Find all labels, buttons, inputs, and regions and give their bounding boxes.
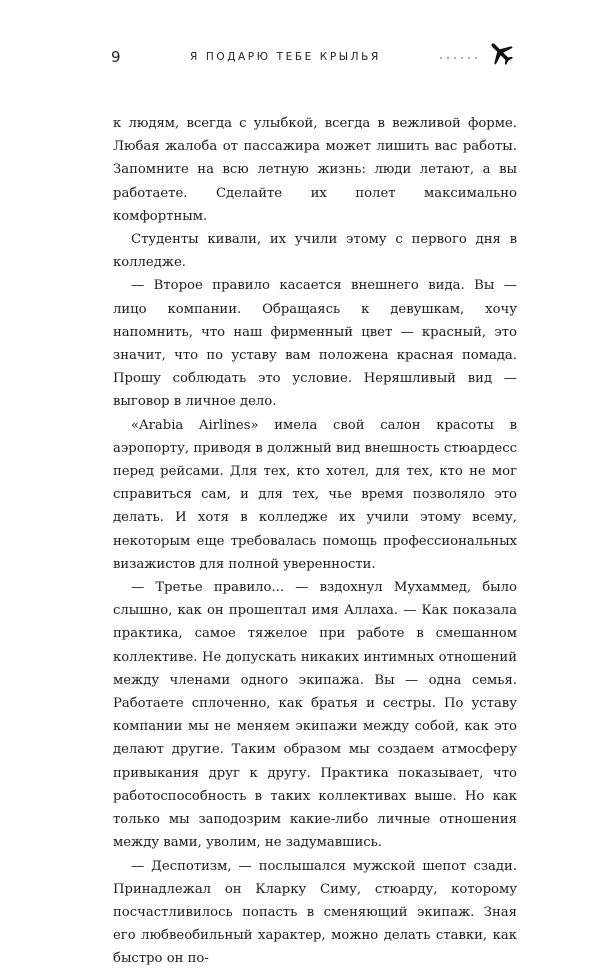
- paragraph: — Деспотизм, — послышался мужской шепот сзади. Принадлежал он Кларку Симу, стюарду, которому посчастливилось попасть в сменяющий экипаж. Зная его любвеобильный характер, можно делать ставки, как быстро он по-: [113, 858, 517, 967]
- chapter-body-text: [113, 112, 517, 971]
- paragraph: — Второе правило касается внешнего вида. Вы — лицо компании. Обращаясь к девушкам, хочу напомнить, что наш фирменный цвет — красный, это значит, что по уставу вам положена красная помада. Прошу соблюдать это условие. Неряшливый вид — выговор в личное дело.: [113, 278, 517, 410]
- paragraph: «Arabia Airlines» имела свой салон красоты в аэропорту, приводя в должный вид внешность стюардесс перед рейсами. Для тех, кто хотел, для тех, кто не мог справиться сам, и для тех, чье время позволяло это делать. И хотя в колледже их учили этому всему, некоторым еще требовалась помощь профессиональных визажистов для полной уверенности.: [113, 417, 517, 572]
- page-number: 9: [111, 48, 121, 66]
- paragraph: к людям, всегда с улыбкой, всегда в вежливой форме. Любая жалоба от пассажира может лишить вас работы. Запомните на всю летную жизнь: люди летают, а вы работаете. Сделайте их полет максимально комфортным.: [113, 116, 517, 224]
- paragraph: — Третье правило... — вздохнул Мухаммед, было слышно, как он прошептал имя Аллаха. — Как показала практика, самое тяжелое при работе в смешанном коллективе. Не допускать никаких интимных отношений между членами одного экипажа. Вы — одна семья. Работаете сплоченно, как братья и сестры. По уставу компании мы не меняем экипажи между собой, как это делают другие. Таким образом мы создаем атмосферу привыкания друг к другу. Практика показывает, что работоспособность в таких коллективах выше. Но как только мы заподозрим какие-либо личные отношения между вами, уволим, не задумавшись.: [113, 580, 517, 851]
- paragraph: Студенты кивали, их учили этому с первого дня в колледже.: [113, 232, 517, 271]
- running-title: Я ПОДАРЮ ТЕБЕ КРЫЛЬЯ: [190, 51, 381, 63]
- airplane-icon: [486, 38, 516, 68]
- page-header: [0, 0, 600, 80]
- decorative-dots: [438, 55, 484, 61]
